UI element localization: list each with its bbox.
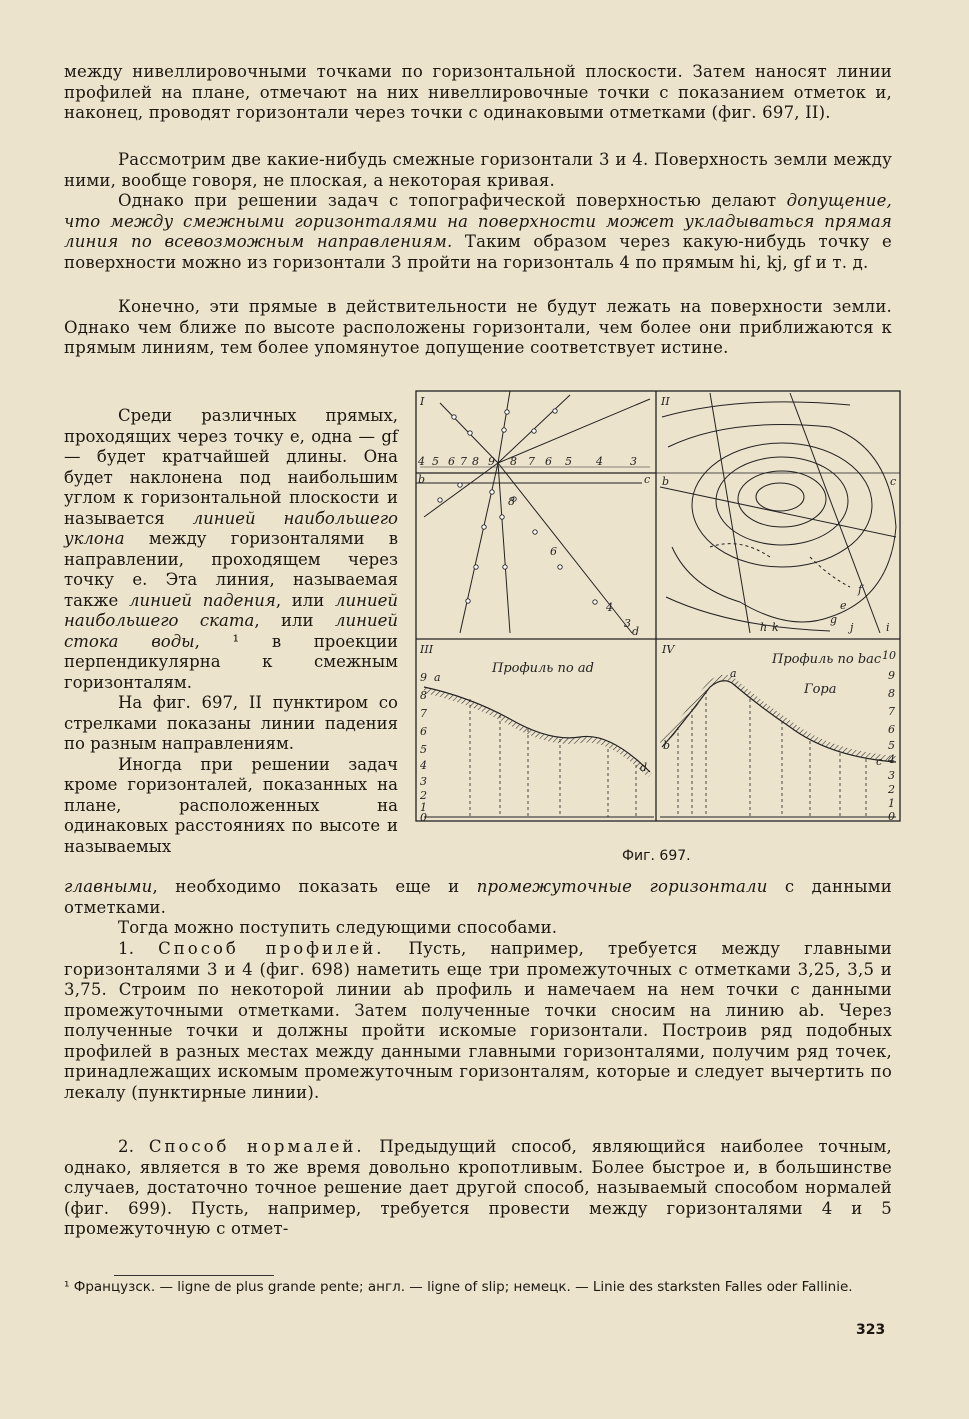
page-number: 323 bbox=[856, 1322, 886, 1338]
paragraph-2: Рассмотрим две какие-нибудь смежные горизонтали 3 и 4. Поверхность земли между ними, вообще говоря, не плоская, а некоторая кривая. bbox=[64, 150, 892, 190]
panel-4-profile bbox=[660, 678, 896, 817]
svg-text:8: 8 bbox=[420, 689, 427, 702]
panel-2-labels bbox=[660, 395, 896, 634]
svg-text:h: h bbox=[760, 621, 768, 634]
svg-text:6: 6 bbox=[420, 725, 427, 738]
svg-text:8: 8 bbox=[510, 455, 517, 468]
svg-text:4: 4 bbox=[418, 455, 425, 468]
svg-text:10: 10 bbox=[882, 649, 896, 662]
svg-text:II: II bbox=[661, 395, 670, 408]
panel-1-plan bbox=[416, 391, 650, 633]
svg-text:j: j bbox=[850, 621, 854, 634]
footnote: ¹ Французск. — ligne de plus grande pente; англ. — ligne of slip; немецк. — Linie des starksten Falles oder Fallinie. bbox=[64, 1279, 853, 1295]
svg-text:8: 8 bbox=[888, 687, 895, 700]
svg-text:3: 3 bbox=[888, 769, 895, 782]
svg-text:0: 0 bbox=[888, 810, 895, 823]
svg-text:IV: IV bbox=[662, 643, 675, 656]
panel-3-profile bbox=[424, 687, 654, 817]
svg-text:i: i bbox=[886, 621, 890, 634]
panel-4-labels bbox=[661, 643, 896, 823]
svg-text:2: 2 bbox=[888, 783, 895, 796]
svg-text:b: b bbox=[663, 739, 671, 752]
svg-text:5: 5 bbox=[432, 455, 439, 468]
svg-text:6: 6 bbox=[448, 455, 455, 468]
svg-text:1: 1 bbox=[420, 801, 427, 814]
paragraph-1: между нивеллировочными точками по горизонтальной плоскости. Затем наносят линии профилей на плане, отмечают на них нивеллировочные точки с показанием отметок и, наконец, проводят горизонтали через точки с одинаковыми отметками (фиг. 697, II). bbox=[64, 62, 892, 122]
svg-text:0: 0 bbox=[420, 811, 427, 824]
figure-caption: Фиг. 697. bbox=[622, 848, 691, 864]
svg-text:d: d bbox=[640, 761, 648, 774]
svg-text:2: 2 bbox=[420, 789, 427, 802]
svg-text:5: 5 bbox=[420, 743, 427, 756]
svg-text:6: 6 bbox=[888, 723, 895, 736]
paragraph-10: 2. Способ нормалей. Предыдущий способ, являющийся наиболее точным, однако, является в то же время довольно кропотливым. Более быстрое и, в большинстве случаев, достаточно точное решение дает другой способ, называемый способом нормалей (фиг. 699). Пусть, например, требуется провести между горизонталями 4 и 5 промежуточную с отмет- bbox=[64, 1137, 892, 1238]
footnote-divider bbox=[114, 1275, 274, 1276]
paragraph-5-and-6: Среди различных прямых, проходящих через точку e, одна — gf — будет кратчайшей длины. Она будет наклонена под наибольшим углом к горизонтальной плоскости и называется линией наибольшего уклона между горизонталями в направлении, проходящем через точку e. Эта линия, называемая также линией падения, или линией наибольшего ската, или линией стока воды, ¹ в проекции перпендикулярна к смежным горизонталям. На фиг. 697, II пунктиром со стрелками показаны линии падения по разным направлениям. Иногда при решении задач кроме горизонталей, показанных на плане, расположенных на одинаковых расстояниях по высоте и называемых bbox=[64, 406, 399, 856]
svg-text:3: 3 bbox=[420, 775, 427, 788]
svg-text:f: f bbox=[858, 583, 863, 596]
svg-text:9: 9 bbox=[420, 671, 427, 684]
svg-text:III: III bbox=[420, 643, 434, 656]
emphasis-assumption: допущение, что между смежными горизонталями на поверхности может укладываться прямая линия по всевозможным направлениям. bbox=[64, 191, 892, 251]
svg-text:7: 7 bbox=[888, 705, 895, 718]
svg-text:7: 7 bbox=[460, 455, 467, 468]
svg-text:c: c bbox=[876, 755, 883, 768]
svg-text:b: b bbox=[662, 475, 670, 488]
svg-text:3: 3 bbox=[624, 617, 631, 630]
paragraph-7-end: главными, необходимо показать еще и промежуточные горизонтали с данными отметками. bbox=[64, 877, 892, 917]
panel-2-contours bbox=[660, 393, 896, 633]
paragraph-9: 1. Способ профилей. Пусть, например, требуется между главными горизонталями 3 и 4 (фиг. 698) наметить еще три промежуточных с отметками 3,25, 3,5 и 3,75. Строим по некоторой линии ab профиль и намечаем на нем точки с данными промежуточными отметками. Затем полученные точки сносим на линию ab. Через полученные точки и должны пройти искомые горизонтали. Построив ряд подобных профилей в разных местах между данными главными горизонталями, получим ряд точек, принадлежащих искомым промежуточным горизонталям, которые и следует вычертить по лекалу (пунктирные линии). bbox=[64, 939, 892, 1102]
svg-text:6: 6 bbox=[545, 455, 552, 468]
svg-text:4: 4 bbox=[606, 601, 613, 614]
svg-text:d: d bbox=[632, 625, 640, 638]
paragraph-4: Конечно, эти прямые в действительности не будут лежать на поверхности земли. Однако чем ближе по высоте расположены горизонтали, чем более они приближаются к прямым линиям, тем более упомянутое допущение соответствует истине. bbox=[64, 297, 892, 357]
svg-text:a: a bbox=[730, 667, 737, 680]
svg-text:9: 9 bbox=[488, 455, 495, 468]
svg-text:7: 7 bbox=[528, 455, 535, 468]
svg-text:4: 4 bbox=[888, 753, 895, 766]
svg-text:Гора: Гора bbox=[804, 682, 837, 697]
svg-text:a: a bbox=[434, 671, 441, 684]
svg-text:8: 8 bbox=[472, 455, 479, 468]
svg-text:5: 5 bbox=[565, 455, 572, 468]
svg-text:5: 5 bbox=[888, 739, 895, 752]
svg-text:k: k bbox=[772, 621, 779, 634]
paragraph-8: Тогда можно поступить следующими способами. bbox=[118, 918, 558, 937]
svg-text:b: b bbox=[418, 473, 426, 486]
svg-text:g: g bbox=[830, 613, 838, 626]
svg-text:3: 3 bbox=[630, 455, 637, 468]
svg-text:8: 8 bbox=[508, 495, 515, 508]
svg-text:c: c bbox=[890, 475, 897, 488]
figure-697 bbox=[410, 387, 906, 827]
svg-text:c: c bbox=[644, 473, 651, 486]
svg-text:1: 1 bbox=[888, 797, 895, 810]
svg-text:I: I bbox=[420, 395, 425, 408]
svg-text:7: 7 bbox=[420, 707, 427, 720]
paragraph-3: Однако при решении задач с топографической поверхностью делают допущение, что между смежными горизонталями на поверхности может укладываться прямая линия по всевозможным направлениям. Таким образом через какую-нибудь точку e поверхности можно из горизонтали 3 пройти на горизонталь 4 по прямым hi, kj, gf и т. д. bbox=[64, 191, 892, 272]
svg-text:Профиль по ad: Профиль по ad bbox=[492, 661, 594, 676]
svg-text:4: 4 bbox=[420, 759, 427, 772]
svg-text:4: 4 bbox=[596, 455, 603, 468]
svg-text:9: 9 bbox=[888, 669, 895, 682]
svg-text:Профиль по bac: Профиль по bac bbox=[772, 652, 882, 667]
svg-text:6: 6 bbox=[550, 545, 557, 558]
svg-text:e: e bbox=[840, 599, 847, 612]
